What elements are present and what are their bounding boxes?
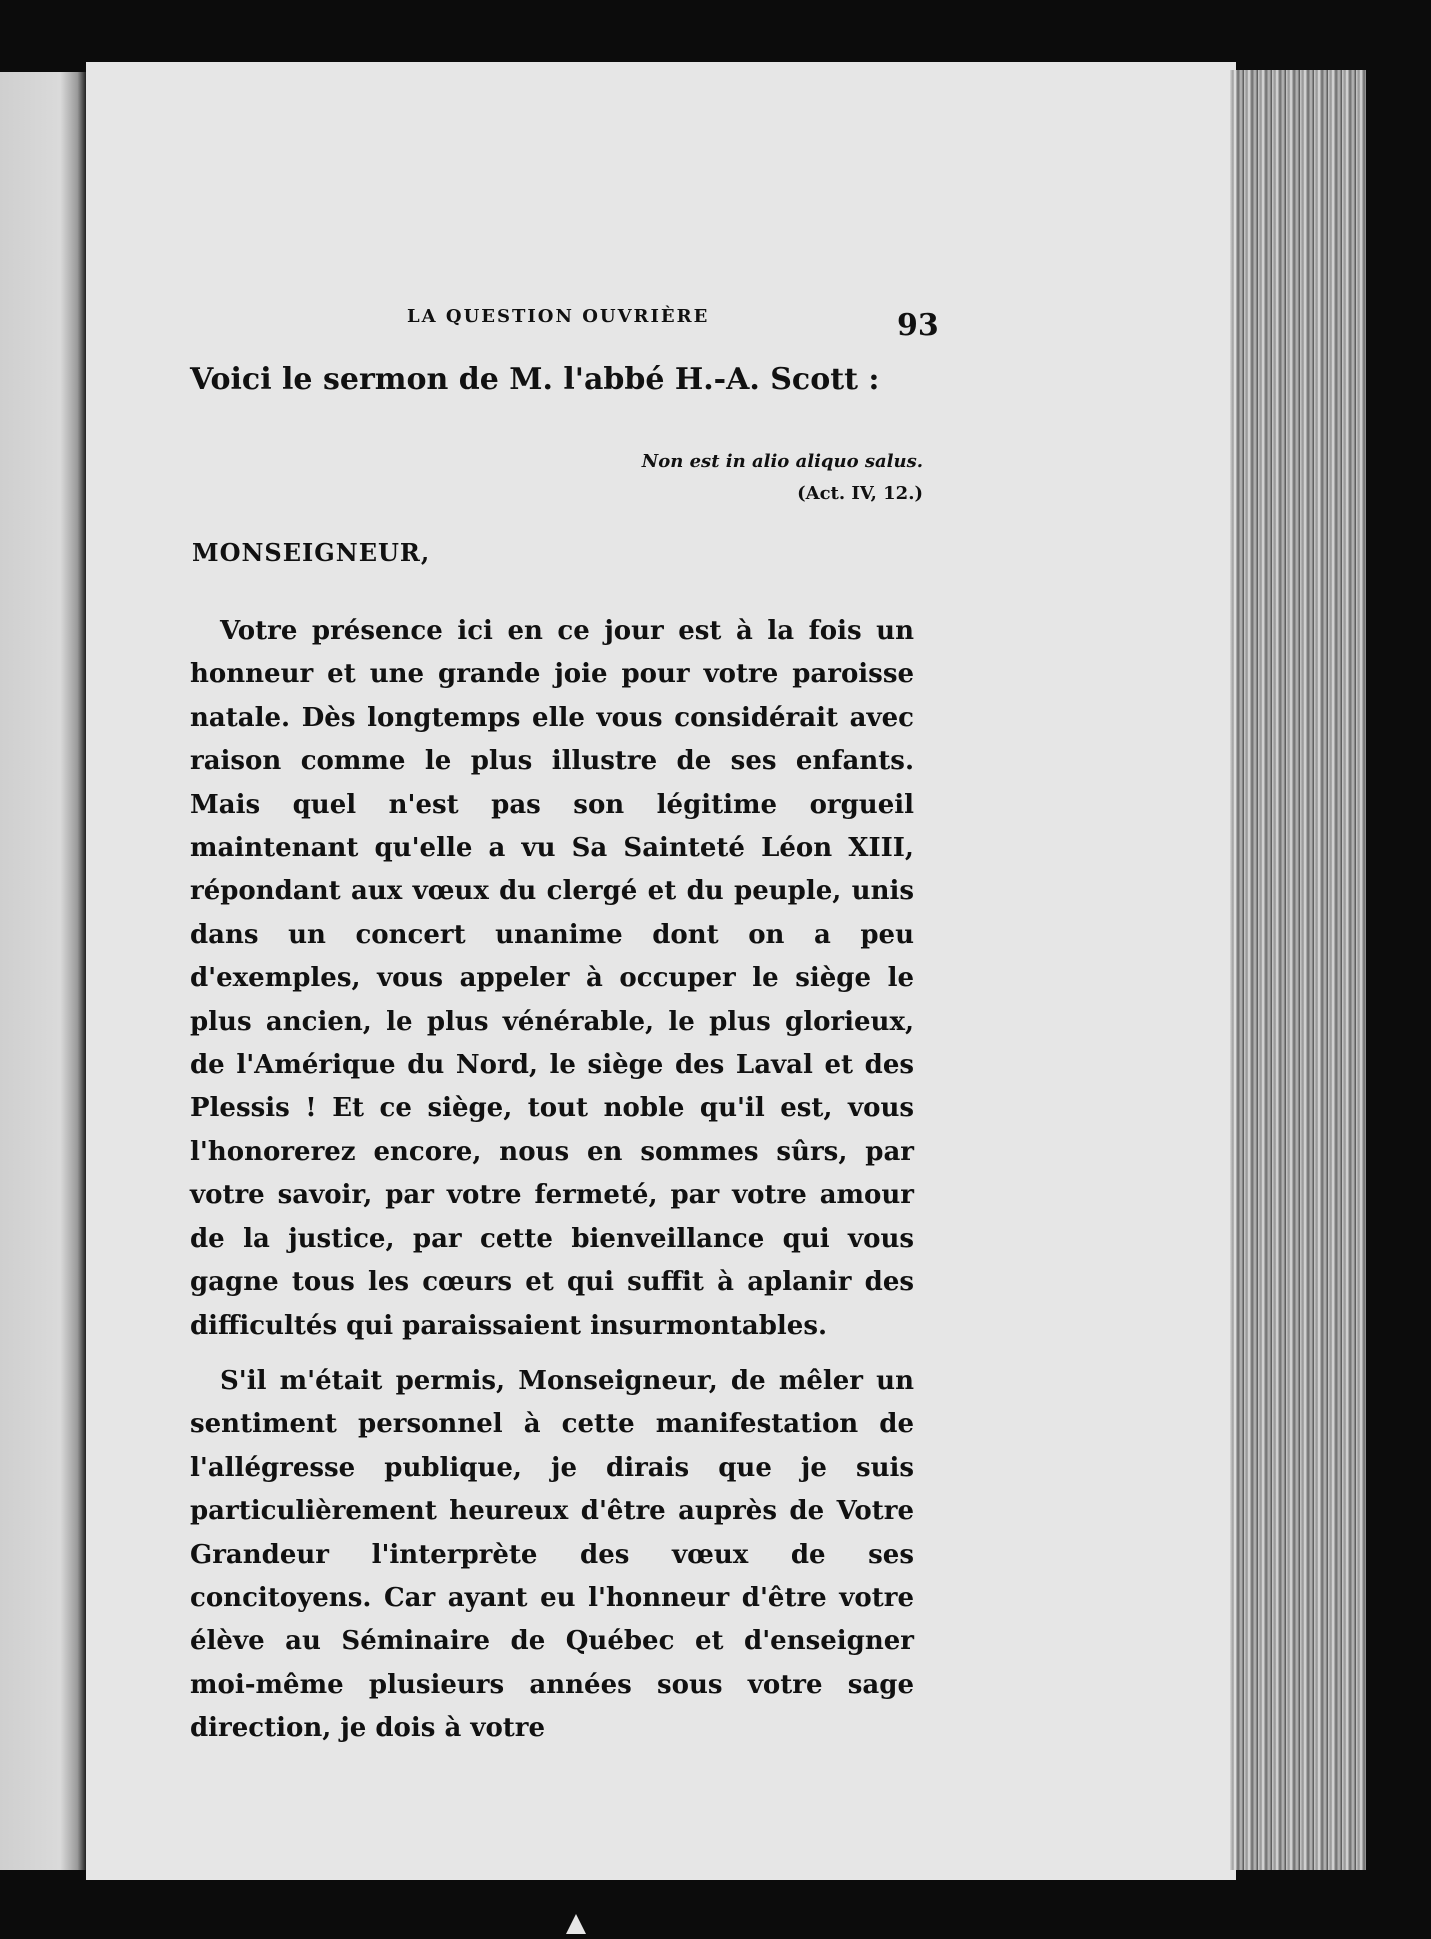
salutation: MONSEIGNEUR, (192, 538, 431, 567)
page-number: 93 (897, 308, 939, 343)
epigraph (642, 446, 923, 510)
paragraph: S'il m'était permis, Monseigneur, de mêler un sentiment personnel à cette manifestation de l'allégresse publique, je dirais que je suis particulièrement heureux d'être auprès de Votre Grandeur l'interprète des vœux de ses concitoyens. Car ayant eu l'honneur d'être votre élève au Séminaire de Québec et d'enseigner moi-même plusieurs années sous votre sage direction, je dois à votre (190, 1365, 914, 1744)
paragraph: Votre présence ici en ce jour est à la fois un honneur et une grande joie pour votre paroisse natale. Dès longtemps elle vous considérait avec raison comme le plus illustre de ses enfants. Mais quel n'est pas son légitime orgueil maintenant qu'elle a vu Sa Sainteté Léon XIII, répondant aux vœux du clergé et du peuple, unis dans un concert unanime dont on a peu d'exemples, vous appeler à occuper le siège le plus ancien, le plus vénérable, le plus glorieux, de l'Amérique du Nord, le siège des Laval et des Plessis ! Et ce siège, tout noble qu'il est, vous l'honorerez encore, nous en sommes sûrs, par votre savoir, par votre fermeté, par votre amour de la justice, par cette bienveillance qui vous gagne tous les cœurs et qui suffit à aplanir des difficultés qui paraissaient insurmontables. (190, 616, 914, 1341)
facing-page-edge (0, 72, 86, 1870)
book-fore-edge (1230, 70, 1366, 1870)
sermon-body (190, 610, 914, 1751)
running-title: LA QUESTION OUVRIÈRE (407, 306, 710, 327)
epigraph-reference: (Act. IV, 12.) (797, 483, 923, 504)
epigraph-text: Non est in alio aliquo salus. (641, 451, 923, 472)
intro-line: Voici le sermon de M. l'abbé H.-A. Scott : (190, 362, 880, 397)
scan-marker (566, 1914, 586, 1934)
